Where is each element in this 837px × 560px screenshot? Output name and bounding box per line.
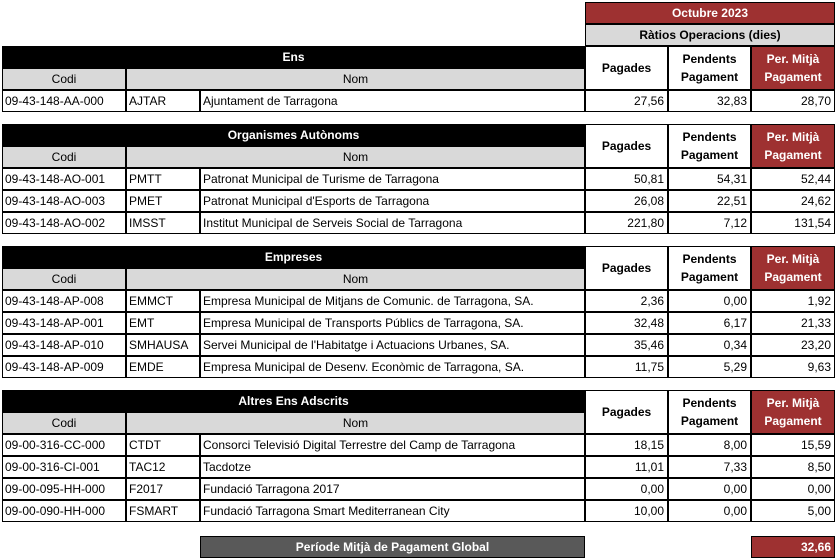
row-pendents: 5,29 xyxy=(668,356,751,378)
row-pmp: 131,54 xyxy=(751,212,835,234)
pendents-line2: Pagament xyxy=(680,270,739,284)
row-nom: Consorci Televisió Digital Terrestre del Camp de Tarragona xyxy=(200,434,585,456)
row-nom: Institut Municipal de Serveis Social de Tarragona xyxy=(200,212,585,234)
row-pagades: 2,36 xyxy=(585,290,668,312)
column-header-pendents xyxy=(668,46,751,90)
column-header-nom: Nom xyxy=(126,68,585,90)
row-pendents: 32,83 xyxy=(668,90,751,112)
row-pendents: 7,12 xyxy=(668,212,751,234)
column-header-pagades: Pagades xyxy=(585,390,668,434)
row-abbr: FSMART xyxy=(126,500,200,522)
section-title: Ens xyxy=(2,46,585,68)
row-pagades: 35,46 xyxy=(585,334,668,356)
row-nom: Fundació Tarragona Smart Mediterranean City xyxy=(200,500,585,522)
row-pagades: 11,01 xyxy=(585,456,668,478)
column-header-pendents xyxy=(668,246,751,290)
row-pagades: 18,15 xyxy=(585,434,668,456)
row-pendents: 7,33 xyxy=(668,456,751,478)
row-pmp: 21,33 xyxy=(751,312,835,334)
row-pmp: 52,44 xyxy=(751,168,835,190)
row-codi: 09-43-148-AP-001 xyxy=(2,312,126,334)
row-nom: Tacdotze xyxy=(200,456,585,478)
row-pendents: 54,31 xyxy=(668,168,751,190)
row-nom: Servei Municipal de l'Habitatge i Actuacions Urbanes, SA. xyxy=(200,334,585,356)
row-abbr: EMMCT xyxy=(126,290,200,312)
row-abbr: CTDT xyxy=(126,434,200,456)
section-title: Empreses xyxy=(2,246,585,268)
row-nom: Patronat Municipal d'Esports de Tarragona xyxy=(200,190,585,212)
row-abbr: AJTAR xyxy=(126,90,200,112)
row-abbr: F2017 xyxy=(126,478,200,500)
row-abbr: IMSST xyxy=(126,212,200,234)
column-header-nom: Nom xyxy=(126,146,585,168)
column-header-pendents xyxy=(668,390,751,434)
row-codi: 09-00-095-HH-000 xyxy=(2,478,126,500)
row-codi: 09-43-148-AP-008 xyxy=(2,290,126,312)
row-nom: Ajuntament de Tarragona xyxy=(200,90,585,112)
column-header-pendents xyxy=(668,124,751,168)
column-header-nom: Nom xyxy=(126,412,585,434)
row-pagades: 50,81 xyxy=(585,168,668,190)
row-pagades: 10,00 xyxy=(585,500,668,522)
row-nom: Fundació Tarragona 2017 xyxy=(200,478,585,500)
row-pmp: 23,20 xyxy=(751,334,835,356)
row-pmp: 28,70 xyxy=(751,90,835,112)
pmp-line1: Per. Mitjà xyxy=(766,52,820,66)
pmp-line1: Per. Mitjà xyxy=(766,252,820,266)
pmp-line1: Per. Mitjà xyxy=(766,130,820,144)
row-pendents: 22,51 xyxy=(668,190,751,212)
row-pmp: 5,00 xyxy=(751,500,835,522)
row-codi: 09-43-148-AO-001 xyxy=(2,168,126,190)
pendents-line2: Pagament xyxy=(680,414,739,428)
column-header-pmp xyxy=(751,124,835,168)
row-abbr: PMET xyxy=(126,190,200,212)
column-header-codi: Codi xyxy=(2,268,126,290)
row-abbr: EMT xyxy=(126,312,200,334)
section-title: Altres Ens Adscrits xyxy=(2,390,585,412)
column-header-pagades: Pagades xyxy=(585,246,668,290)
row-abbr: PMTT xyxy=(126,168,200,190)
column-header-codi: Codi xyxy=(2,412,126,434)
row-pmp: 0,00 xyxy=(751,478,835,500)
row-codi: 09-00-316-CI-001 xyxy=(2,456,126,478)
section-title: Organismes Autònoms xyxy=(2,124,585,146)
column-header-pagades: Pagades xyxy=(585,46,668,90)
ratios-header: Ràtios Operacions (dies) xyxy=(585,24,835,46)
row-codi: 09-43-148-AO-002 xyxy=(2,212,126,234)
pendents-line1: Pendents xyxy=(682,396,737,410)
pmp-line2: Pagament xyxy=(764,270,822,284)
pmp-line2: Pagament xyxy=(764,70,822,84)
pmp-line2: Pagament xyxy=(764,414,822,428)
row-pendents: 8,00 xyxy=(668,434,751,456)
row-pmp: 15,59 xyxy=(751,434,835,456)
row-abbr: EMDE xyxy=(126,356,200,378)
global-pmp-value: 32,66 xyxy=(751,536,835,558)
row-abbr: SMHAUSA xyxy=(126,334,200,356)
row-pendents: 0,00 xyxy=(668,478,751,500)
row-codi: 09-43-148-AO-003 xyxy=(2,190,126,212)
row-nom: Patronat Municipal de Turisme de Tarragona xyxy=(200,168,585,190)
pendents-line2: Pagament xyxy=(680,148,739,162)
column-header-codi: Codi xyxy=(2,68,126,90)
row-abbr: TAC12 xyxy=(126,456,200,478)
row-pendents: 0,34 xyxy=(668,334,751,356)
row-codi: 09-00-090-HH-000 xyxy=(2,500,126,522)
column-header-pmp xyxy=(751,246,835,290)
row-pmp: 8,50 xyxy=(751,456,835,478)
pendents-line1: Pendents xyxy=(682,130,737,144)
row-pagades: 26,08 xyxy=(585,190,668,212)
row-pendents: 6,17 xyxy=(668,312,751,334)
row-nom: Empresa Municipal de Mitjans de Comunic. de Tarragona, SA. xyxy=(200,290,585,312)
row-pmp: 1,92 xyxy=(751,290,835,312)
row-pagades: 11,75 xyxy=(585,356,668,378)
row-pagades: 0,00 xyxy=(585,478,668,500)
pendents-line1: Pendents xyxy=(682,252,737,266)
row-codi: 09-43-148-AP-010 xyxy=(2,334,126,356)
row-pmp: 24,62 xyxy=(751,190,835,212)
column-header-nom: Nom xyxy=(126,268,585,290)
global-pmp-label: Període Mitjà de Pagament Global xyxy=(200,536,585,558)
pendents-line2: Pagament xyxy=(680,70,739,84)
period-header: Octubre 2023 xyxy=(585,2,835,24)
column-header-pmp xyxy=(751,46,835,90)
row-codi: 09-43-148-AP-009 xyxy=(2,356,126,378)
column-header-pagades: Pagades xyxy=(585,124,668,168)
pmp-line1: Per. Mitjà xyxy=(766,396,820,410)
row-nom: Empresa Municipal de Transports Públics de Tarragona, SA. xyxy=(200,312,585,334)
row-pmp: 9,63 xyxy=(751,356,835,378)
row-nom: Empresa Municipal de Desenv. Econòmic de Tarragona, SA. xyxy=(200,356,585,378)
column-header-codi: Codi xyxy=(2,146,126,168)
column-header-pmp xyxy=(751,390,835,434)
pendents-line1: Pendents xyxy=(682,52,737,66)
row-codi: 09-00-316-CC-000 xyxy=(2,434,126,456)
row-pendents: 0,00 xyxy=(668,500,751,522)
row-codi: 09-43-148-AA-000 xyxy=(2,90,126,112)
row-pagades: 221,80 xyxy=(585,212,668,234)
row-pagades: 32,48 xyxy=(585,312,668,334)
pmp-line2: Pagament xyxy=(764,148,822,162)
row-pendents: 0,00 xyxy=(668,290,751,312)
row-pagades: 27,56 xyxy=(585,90,668,112)
